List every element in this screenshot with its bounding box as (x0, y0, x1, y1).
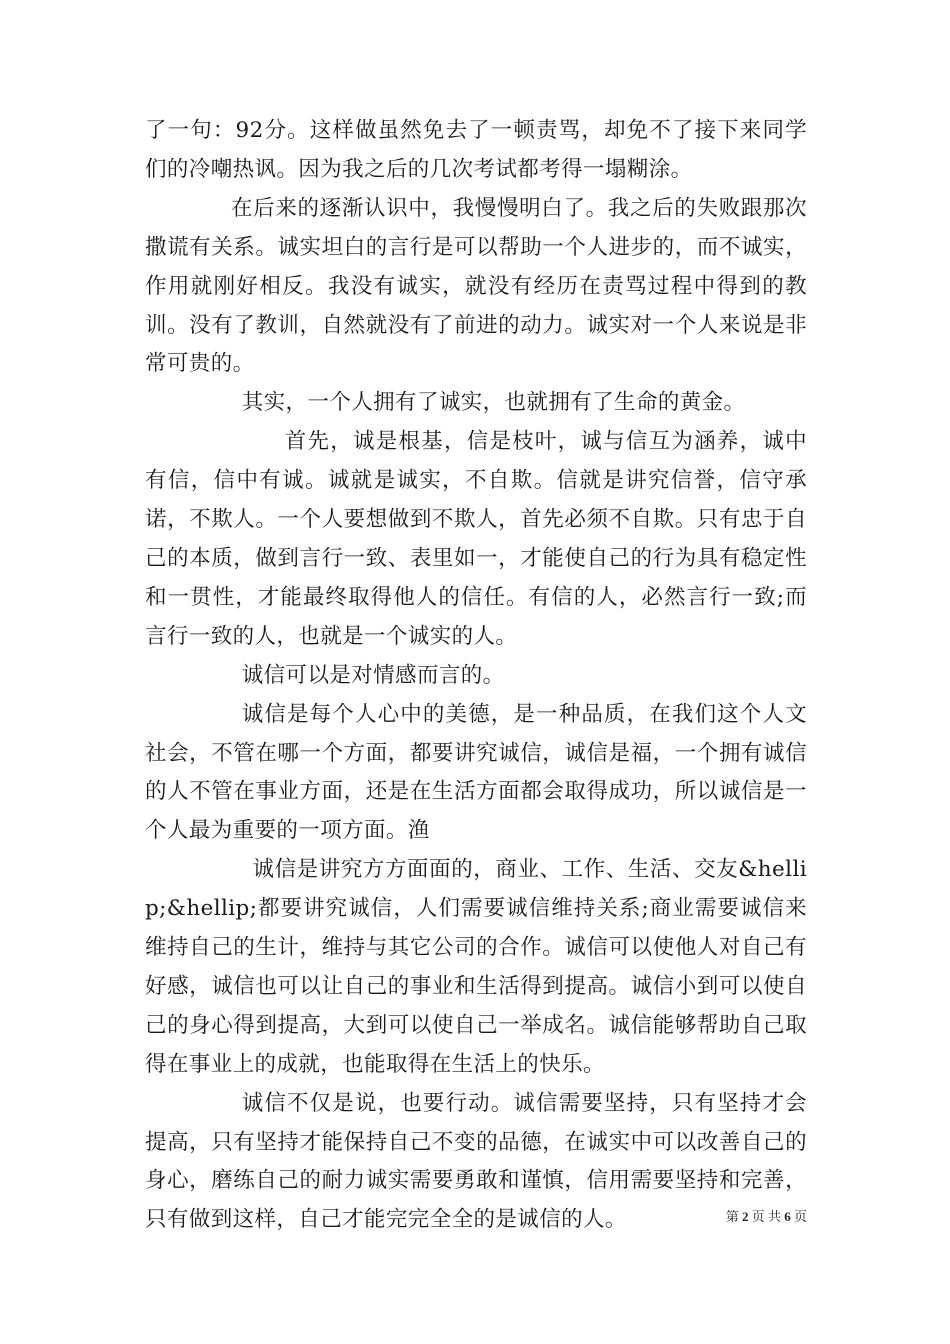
footer-suffix: 页 (793, 1209, 807, 1224)
document-body (145, 112, 807, 1240)
footer-prefix: 第 (725, 1209, 739, 1224)
paragraph: 诚信可以是对情感而言的。 (241, 662, 505, 688)
paragraph: 诚信是每个人心中的美德，是一种品质，在我们这个人文社会，不管在哪一个方面，都要讲究诚信，诚信是福，一个拥有诚信的人不管在事业方面，还是在生活方面都会取得成功，所以诚信是一个人最为重要的一项方面。渔 (145, 701, 807, 844)
paragraph: 了一句：92分。这样做虽然免去了一顿责骂，却免不了接下来同学们的冷嘲热讽。因为我之后的几次考试都考得一塌糊涂。 (145, 118, 807, 182)
paragraph: 其实，一个人拥有了诚实，也就拥有了生命的黄金。 (241, 390, 746, 416)
paragraph: 诚信是讲究方方面面的，商业、工作、生活、交友&hellip;&hellip;都要讲究诚信，人们需要诚信维持关系;商业需要诚信来维持自己的生计，维持与其它公司的合作。诚信可以使他人对自己有好感，诚信也可以让自己的事业和生活得到提高。诚信小到可以使自己的身心得到提高，大到可以使自己一举成名。诚信能够帮助自己取得在事业上的成就，也能取得在生活上的快乐。 (145, 857, 807, 1077)
paragraph: 在后来的逐渐认识中，我慢慢明白了。我之后的失败跟那次撒谎有关系。诚实坦白的言行是可以帮助一个人进步的，而不诚实，作用就刚好相反。我没有诚实，就没有经历在责骂过程中得到的教训。没有了教训，自然就没有了前进的动力。诚实对一个人来说是非常可贵的。 (145, 195, 807, 377)
paragraph: 诚信不仅是说，也要行动。诚信需要坚持，只有坚持才会提高，只有坚持才能保持自己不变的品德，在诚实中可以改善自己的身心，磨练自己的耐力诚实需要勇敢和谨慎，信用需要坚持和完善，只有做到这样，自己才能完完全全的是诚信的人。 (145, 1090, 807, 1233)
page-number-footer (726, 1206, 807, 1225)
paragraph: 首先，诚是根基，信是枝叶，诚与信互为涵养，诚中有信，信中有诚。诚就是诚实，不自欺。信就是讲究信誉，信守承诺，不欺人。一个人要想做到不欺人，首先必须不自欺。只有忠于自己的本质，做到言行一致、表里如一，才能使自己的行为具有稳定性和一贯性，才能最终取得他人的信任。有信的人，必然言行一致;而言行一致的人，也就是一个诚实的人。 (145, 429, 807, 649)
total-page-number: 6 (784, 1209, 791, 1224)
footer-middle: 页 共 (751, 1209, 781, 1224)
current-page-number: 2 (741, 1209, 749, 1224)
